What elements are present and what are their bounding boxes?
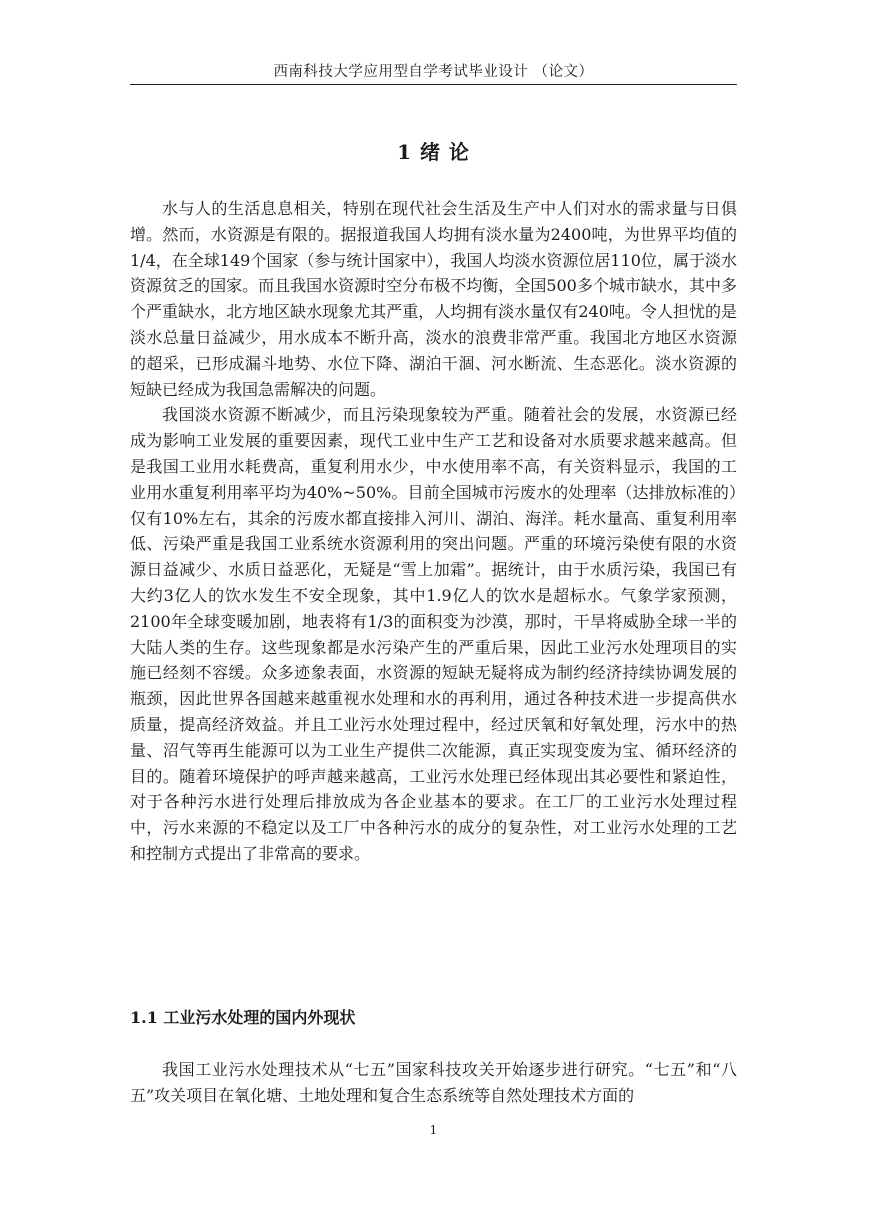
section-body — [130, 1057, 737, 1109]
paragraph-water-pollution: 我国淡水资源不断减少，而且污染现象较为严重。随着社会的发展，水资源已经成为影响工业发展的重要因素，现代工业中生产工艺和设备对水质要求越来越高。但是我国工业用水耗费高，重复利用水少，中水使用率不高，有关资料显示，我国的工业用水重复利用率平均为40%~50%。目前全国城市污废水的处理率（达排放标准的）仅有10%左右，其余的污废水都直接排入河川、湖泊、海洋。耗水量高、重复利用率低、污染严重是我国工业系统水资源利用的突出问题。严重的环境污染使有限的水资源日益减少、水质日益恶化，无疑是“雪上加霜”。据统计，由于水质污染，我国已有大约3亿人的饮水发生不安全现象，其中1.9亿人的饮水是超标水。气象学家预测，2100年全球变暖加剧，地表将有1/3的面积变为沙漠，那时，干旱将威胁全球一半的大陆人类的生存。这些现象都是水污染产生的严重后果，因此工业污水处理项目的实施已经刻不容缓。众多迹象表面，水资源的短缺无疑将成为制约经济持续协调发展的瓶颈，因此世界各国越来越重视水处理和水的再利用，通过各种技术进一步提高供水质量，提高经济效益。并且工业污水处理过程中，经过厌氧和好氧处理，污水中的热量、沼气等再生能源可以为工业生产提供二次能源，真正实现变废为宝、循环经济的目的。随着环境保护的呼声越来越高，工业污水处理已经体现出其必要性和紧迫性，对于各种污水进行处理后排放成为各企业基本的要求。在工厂的工业污水处理过程中，污水来源的不稳定以及工厂中各种污水的成分的复杂性，对工业污水处理的工艺和控制方式提出了非常高的要求。 — [130, 405, 737, 863]
running-header: 西南科技大学应用型自学考试毕业设计 （论文） — [273, 64, 594, 80]
page-number: 1 — [429, 1123, 438, 1137]
paragraph-domestic-status: 我国工业污水处理技术从“七五”国家科技攻关开始逐步进行研究。“七五”和“八五”攻关项目在氧化塘、土地处理和复合生态系统等自然处理技术方面的 — [130, 1060, 737, 1105]
intro-body — [130, 196, 737, 867]
header-divider — [130, 84, 737, 85]
section-heading: 1.1 工业污水处理的国内外现状 — [130, 1008, 356, 1027]
chapter-title: 1 绪 论 — [397, 140, 470, 164]
paragraph-water-demand: 水与人的生活息息相关，特别在现代社会生活及生产中人们对水的需求量与日俱增。然而，水资源是有限的。据报道我国人均拥有淡水量为2400吨，为世界平均值的1/4，在全球149个国家（参与统计国家中），我国人均淡水资源位居110位，属于淡水资源贫乏的国家。而且我国水资源时空分布极不均衡，全国500多个城市缺水，其中多个严重缺水，北方地区缺水现象尤其严重，人均拥有淡水量仅有240吨。令人担忧的是淡水总量日益减少，用水成本不断升高，淡水的浪费非常严重。我国北方地区水资源的超采，已形成漏斗地势、水位下降、湖泊干涸、河水断流、生态恶化。淡水资源的短缺已经成为我国急需解决的问题。 — [130, 199, 737, 399]
